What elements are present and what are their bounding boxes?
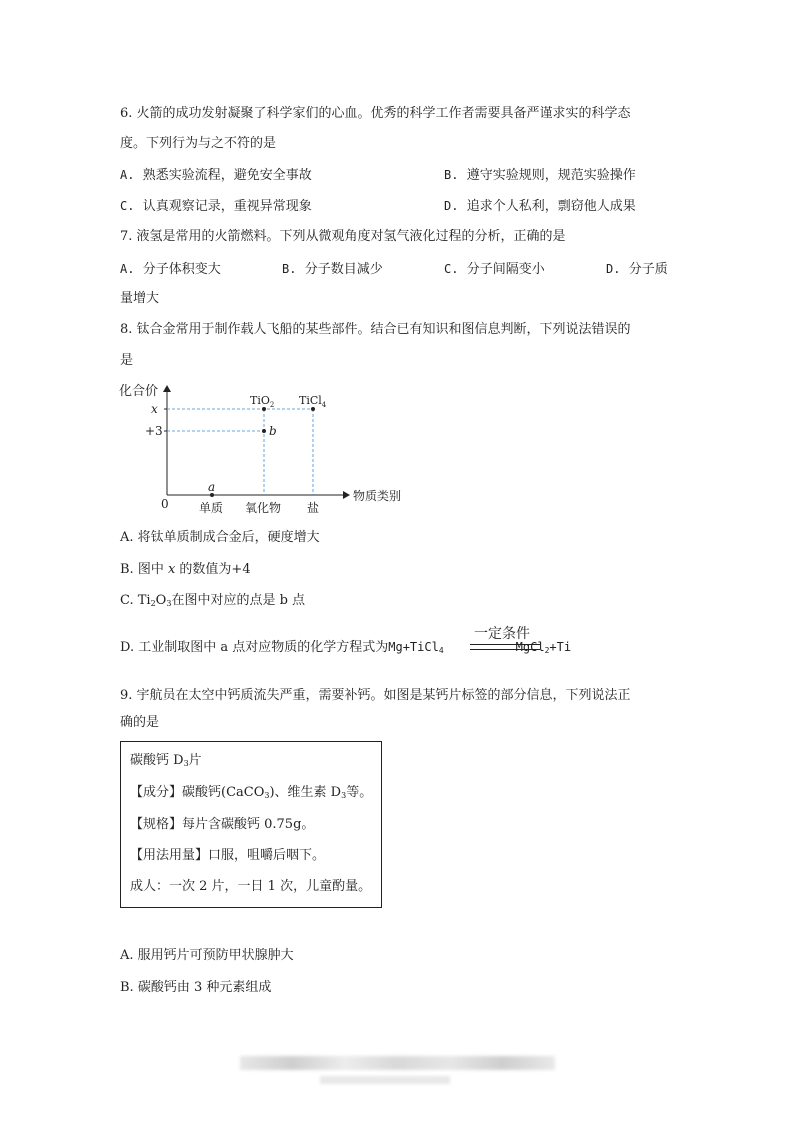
- q9-option-b: B. 碳酸钙由 3 种元素组成: [120, 980, 272, 995]
- q7-stem: 7. 液氢是常用的火箭燃料。下列从微观角度对氢气液化过程的分析，正确的是: [120, 229, 566, 244]
- q6-stem-line2: 度。下列行为与之不符的是: [120, 136, 277, 151]
- q7-option-a: A. 分子体积变大: [120, 262, 221, 277]
- q6-option-c: C. 认真观察记录，重视异常现象: [120, 199, 312, 214]
- point-ticl4-label: TiCl$_4$: [299, 394, 327, 409]
- origin-label: 0: [161, 497, 169, 511]
- y-axis-label: 化合价: [119, 384, 159, 399]
- q7-option-b: B. 分子数目减少: [282, 262, 383, 277]
- q8-stem-line2: 是: [120, 353, 134, 368]
- y-tick-plus3: +3: [145, 424, 163, 438]
- q8-equals-sign: [470, 644, 540, 650]
- q9-label-box: [120, 741, 382, 908]
- q7-option-d-wrap: 量增大: [120, 291, 160, 306]
- label-dosage: 成人：一次 2 片，一日 1 次，儿童酌量。: [130, 879, 372, 894]
- point-tio2: [262, 407, 266, 411]
- label-title: 碳酸钙 $D_3$片: [130, 753, 202, 768]
- q9-option-a: A. 服用钙片可预防甲状腺肿大: [120, 948, 294, 963]
- q6-option-b: B. 遵守实验规则，规范实验操作: [444, 168, 636, 183]
- label-specification: 【规格】每片含碳酸钙 0.75g。: [130, 817, 315, 832]
- q8-stem-line1: 8. 钛合金常用于制作载人飞船的某些部件。结合已有知识和图信息判断，下列说法错误的: [120, 322, 631, 337]
- q8-option-b: B. 图中 x 的数值为+4: [120, 562, 251, 577]
- point-ticl4: [311, 407, 315, 411]
- q8-option-c: C. $Ti_2O_3$在图中对应的点是 b 点: [120, 593, 306, 608]
- label-usage: 【用法用量】口服，咀嚼后咽下。: [130, 848, 326, 863]
- q8-reaction-condition: 一定条件: [474, 626, 530, 642]
- x-category-salt: 盐: [307, 501, 320, 515]
- q9-stem-line1: 9. 宇航员在太空中钙质流失严重，需要补钙。如图是某钙片标签的部分信息，下列说法正: [120, 688, 631, 703]
- x-category-oxide: 氧化物: [245, 501, 282, 515]
- label-ingredients: 【成分】碳酸钙(CaCO$_3$)、维生素 $D_3$等。: [130, 785, 373, 800]
- point-b-label: b: [269, 424, 277, 438]
- x-category-element: 单质: [199, 501, 224, 515]
- x-axis-label: 物质类别: [353, 489, 402, 503]
- y-tick-x: x: [151, 402, 158, 416]
- q8-option-a: A. 将钛单质制成合金后，硬度增大: [120, 530, 320, 545]
- blurred-footer-watermark: [240, 1056, 555, 1070]
- point-b: [262, 429, 266, 433]
- q8-option-d: D. 工业制取图中 a 点对应物质的化学方程式为Mg+TiCl$_4$ MgCl$_2$+Ti: [120, 640, 572, 655]
- point-tio2-label: TiO$_2$: [250, 394, 275, 409]
- point-a-label: a: [208, 480, 216, 494]
- q8-valence-chart: [115, 378, 415, 520]
- blurred-footer-watermark-2: [320, 1076, 450, 1084]
- q7-option-d: D. 分子质: [606, 262, 668, 277]
- q6-option-d: D. 追求个人私利，剽窃他人成果: [444, 199, 636, 214]
- q7-option-c: C. 分子间隔变小: [444, 262, 545, 277]
- q9-stem-line2: 确的是: [120, 715, 160, 730]
- q6-stem-line1: 6. 火箭的成功发射凝聚了科学家们的心血。优秀的科学工作者需要具备严谨求实的科学态: [120, 106, 631, 121]
- q6-option-a: A. 熟悉实验流程，避免安全事故: [120, 168, 312, 183]
